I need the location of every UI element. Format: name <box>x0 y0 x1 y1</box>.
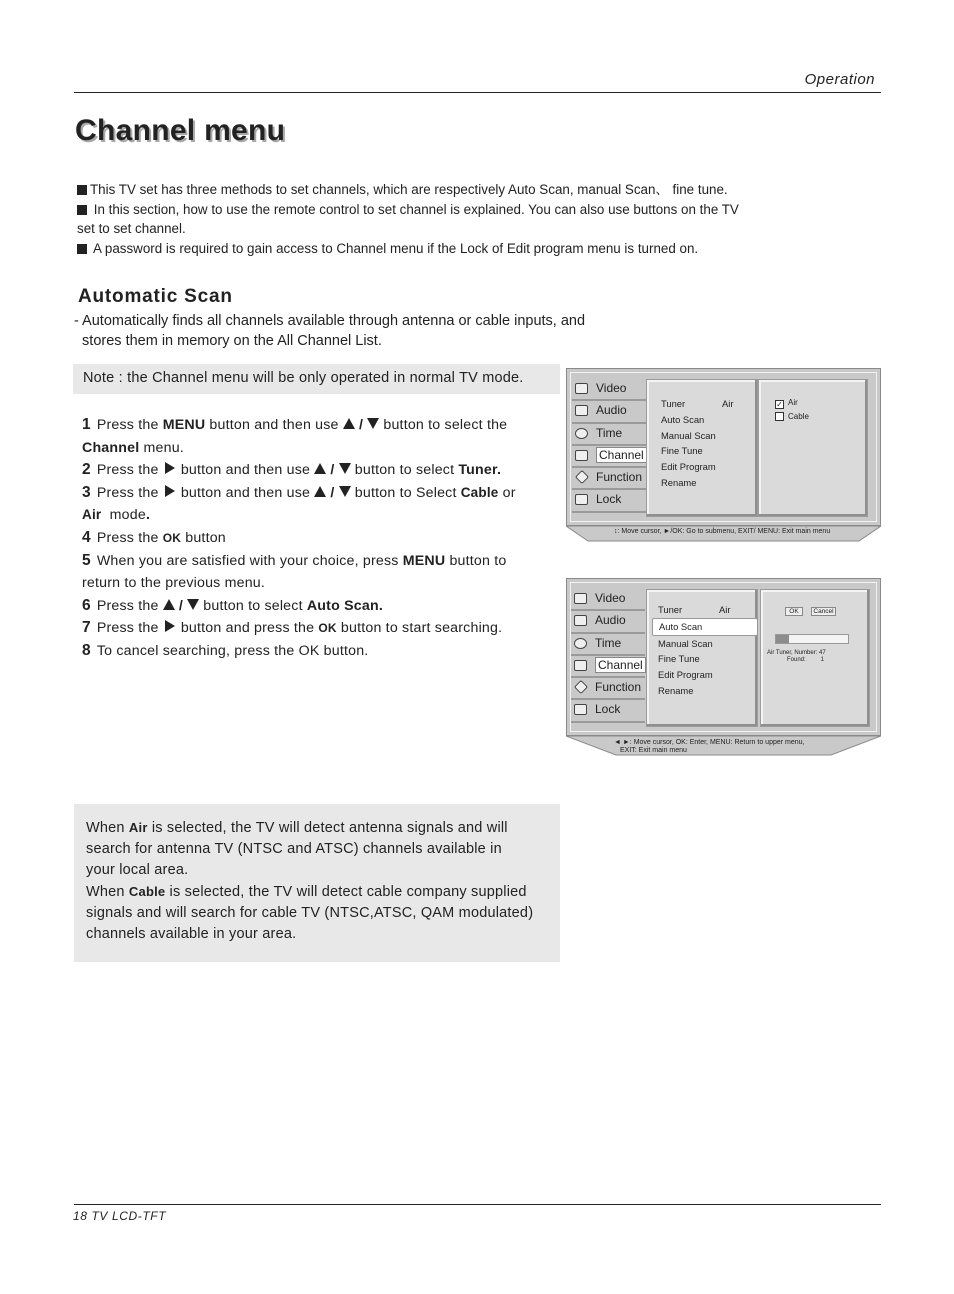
channel-icon <box>574 660 587 671</box>
tv-menu-item-time[interactable]: Time <box>571 634 645 656</box>
up-arrow-icon <box>314 463 326 474</box>
option-air[interactable]: ✓ Air <box>776 398 798 409</box>
intro-paragraph-3: A password is required to gain access to Channel menu if the Lock of Edit program menu is turned on. <box>77 239 807 259</box>
submenu-fine-tune[interactable]: Fine Tune <box>658 653 700 665</box>
tv-menu-item-lock[interactable]: Lock <box>572 490 646 512</box>
submenu-auto-scan[interactable]: Auto Scan <box>661 413 705 425</box>
section-description: - Automatically finds all channels available through antenna or cable inputs, and stores them in memory on the All Channel List. <box>74 313 586 349</box>
tv-menu-frame <box>566 368 881 526</box>
right-arrow-icon <box>165 462 175 474</box>
submenu-tuner[interactable]: Tuner Air <box>661 398 734 409</box>
scan-progress-fill <box>776 635 789 643</box>
help-text: ↕: Move cursor, ►/OK: Go to submenu, EXIT/ MENU: Exit main menu <box>614 528 831 535</box>
lock-icon <box>575 494 588 505</box>
up-arrow-icon <box>314 486 326 497</box>
tv-menu-item-channel[interactable]: Channel <box>572 446 646 468</box>
bullet-square-icon <box>77 205 87 215</box>
audio-icon <box>575 405 588 416</box>
right-arrow-icon <box>165 485 175 497</box>
up-arrow-icon <box>343 418 355 429</box>
info-box: When Air is selected, the TV will detect antenna signals and will search for antenna TV (NTSC and ATSC) channels available in your local area. When Cable is selected, the TV will detect cable company supplied signals and will search for cable TV (NTSC,ATSC, QAM modulated) channels available in your area. <box>74 804 560 962</box>
intro-text <box>77 180 807 258</box>
submenu-manual-scan[interactable]: Manual Scan <box>658 637 713 649</box>
submenu-auto-scan-selected[interactable]: Auto Scan <box>652 618 758 636</box>
step-3-cont: Air mode. <box>82 507 151 524</box>
cancel-button[interactable]: Cancel <box>811 607 836 616</box>
tv-menu-item-function[interactable]: Function <box>571 678 645 700</box>
tv-menu-item-time[interactable]: Time <box>572 424 646 446</box>
right-arrow-icon <box>165 620 175 632</box>
tv-channel-submenu <box>646 379 758 517</box>
ok-button[interactable]: OK <box>785 607 803 616</box>
clock-icon <box>574 638 587 649</box>
down-arrow-icon <box>339 486 351 497</box>
scan-progress-bar <box>775 634 849 644</box>
tv-menu-item-lock[interactable]: Lock <box>571 700 645 722</box>
section-title: Automatic Scan <box>78 286 233 307</box>
tv-menu-item-function[interactable]: Function <box>572 468 646 490</box>
tv-main-menu <box>571 589 645 723</box>
step-5-cont: return to the previous menu. <box>82 575 266 592</box>
step-3: 3 Press the button and then use / button to Select Cable or <box>82 483 516 501</box>
tv-scan-panel <box>760 589 870 727</box>
intro-paragraph-2: In this section, how to use the remote control to set channel is explained. You can also use buttons on the TV <box>77 200 807 220</box>
video-icon <box>575 383 588 394</box>
tv-menu-item-audio[interactable]: Audio <box>571 611 645 633</box>
submenu-tuner[interactable]: Tuner Air <box>658 604 731 615</box>
tv-tuner-options <box>758 379 868 517</box>
down-arrow-icon <box>187 599 199 610</box>
tv-menu-item-channel[interactable]: Channel <box>571 656 645 678</box>
clock-icon <box>575 428 588 439</box>
help-text: ◄ ►: Move cursor, OK: Enter, MENU: Return to upper menu, EXIT: Exit main menu <box>614 739 805 754</box>
step-1-cont: Channel menu. <box>82 439 184 456</box>
submenu-rename[interactable]: Rename <box>658 684 694 696</box>
page-footer: 18 TV LCD-TFT <box>73 1209 167 1223</box>
checkbox-checked-icon[interactable]: ✓ <box>776 400 783 409</box>
function-icon <box>574 680 588 694</box>
up-arrow-icon <box>163 599 175 610</box>
tv-channel-submenu <box>646 589 758 727</box>
step-8: 8 To cancel searching, press the OK button. <box>82 641 369 659</box>
submenu-edit-program[interactable]: Edit Program <box>658 669 713 681</box>
intro-paragraph-2-cont: set to set channel. <box>77 221 186 237</box>
intro-paragraph-1: This TV set has three methods to set channels, which are respectively Auto Scan, manual Scan、 fine tune. <box>77 180 807 200</box>
tv-menu-item-video[interactable]: Video <box>572 379 646 401</box>
tv-help-bar <box>566 736 881 752</box>
tv-menu-item-audio[interactable]: Audio <box>572 401 646 423</box>
bullet-square-icon <box>77 244 87 254</box>
down-arrow-icon <box>339 463 351 474</box>
step-7: 7 Press the button and press the OK button to start searching. <box>82 619 503 637</box>
tv-main-menu <box>572 379 646 513</box>
tv-menu-item-video[interactable]: Video <box>571 589 645 611</box>
audio-icon <box>574 615 587 626</box>
tv-help-bar <box>566 526 881 542</box>
bottom-divider <box>74 1204 881 1205</box>
page-title: Channel menu <box>75 114 286 147</box>
step-1: 1 Press the MENU button and then use / button to select the <box>82 416 508 433</box>
bullet-square-icon <box>77 185 87 195</box>
tv-menu-frame <box>566 578 881 736</box>
note-box: Note : the Channel menu will be only operated in normal TV mode. <box>73 364 560 394</box>
scan-status: Air Tuner, Number: 47 Found: 1 <box>767 650 826 663</box>
step-6: 6 Press the / button to select Auto Scan. <box>82 596 383 614</box>
steps-list <box>82 414 552 663</box>
step-2: 2 Press the button and then use / button to select Tuner. <box>82 461 502 479</box>
checkbox-icon[interactable] <box>775 412 784 421</box>
function-icon <box>575 470 589 484</box>
submenu-rename[interactable]: Rename <box>661 476 697 488</box>
top-divider <box>74 92 881 93</box>
channel-icon <box>575 450 588 461</box>
submenu-manual-scan[interactable]: Manual Scan <box>661 429 716 441</box>
submenu-fine-tune[interactable]: Fine Tune <box>661 445 703 457</box>
lock-icon <box>574 704 587 715</box>
video-icon <box>574 593 587 604</box>
step-4: 4 Press the OK button <box>82 528 226 546</box>
down-arrow-icon <box>367 418 379 429</box>
submenu-edit-program[interactable]: Edit Program <box>661 461 716 473</box>
step-5: 5 When you are satisfied with your choice, press MENU button to <box>82 551 507 569</box>
option-cable[interactable]: Cable <box>775 412 809 421</box>
section-label: Operation <box>804 71 875 88</box>
